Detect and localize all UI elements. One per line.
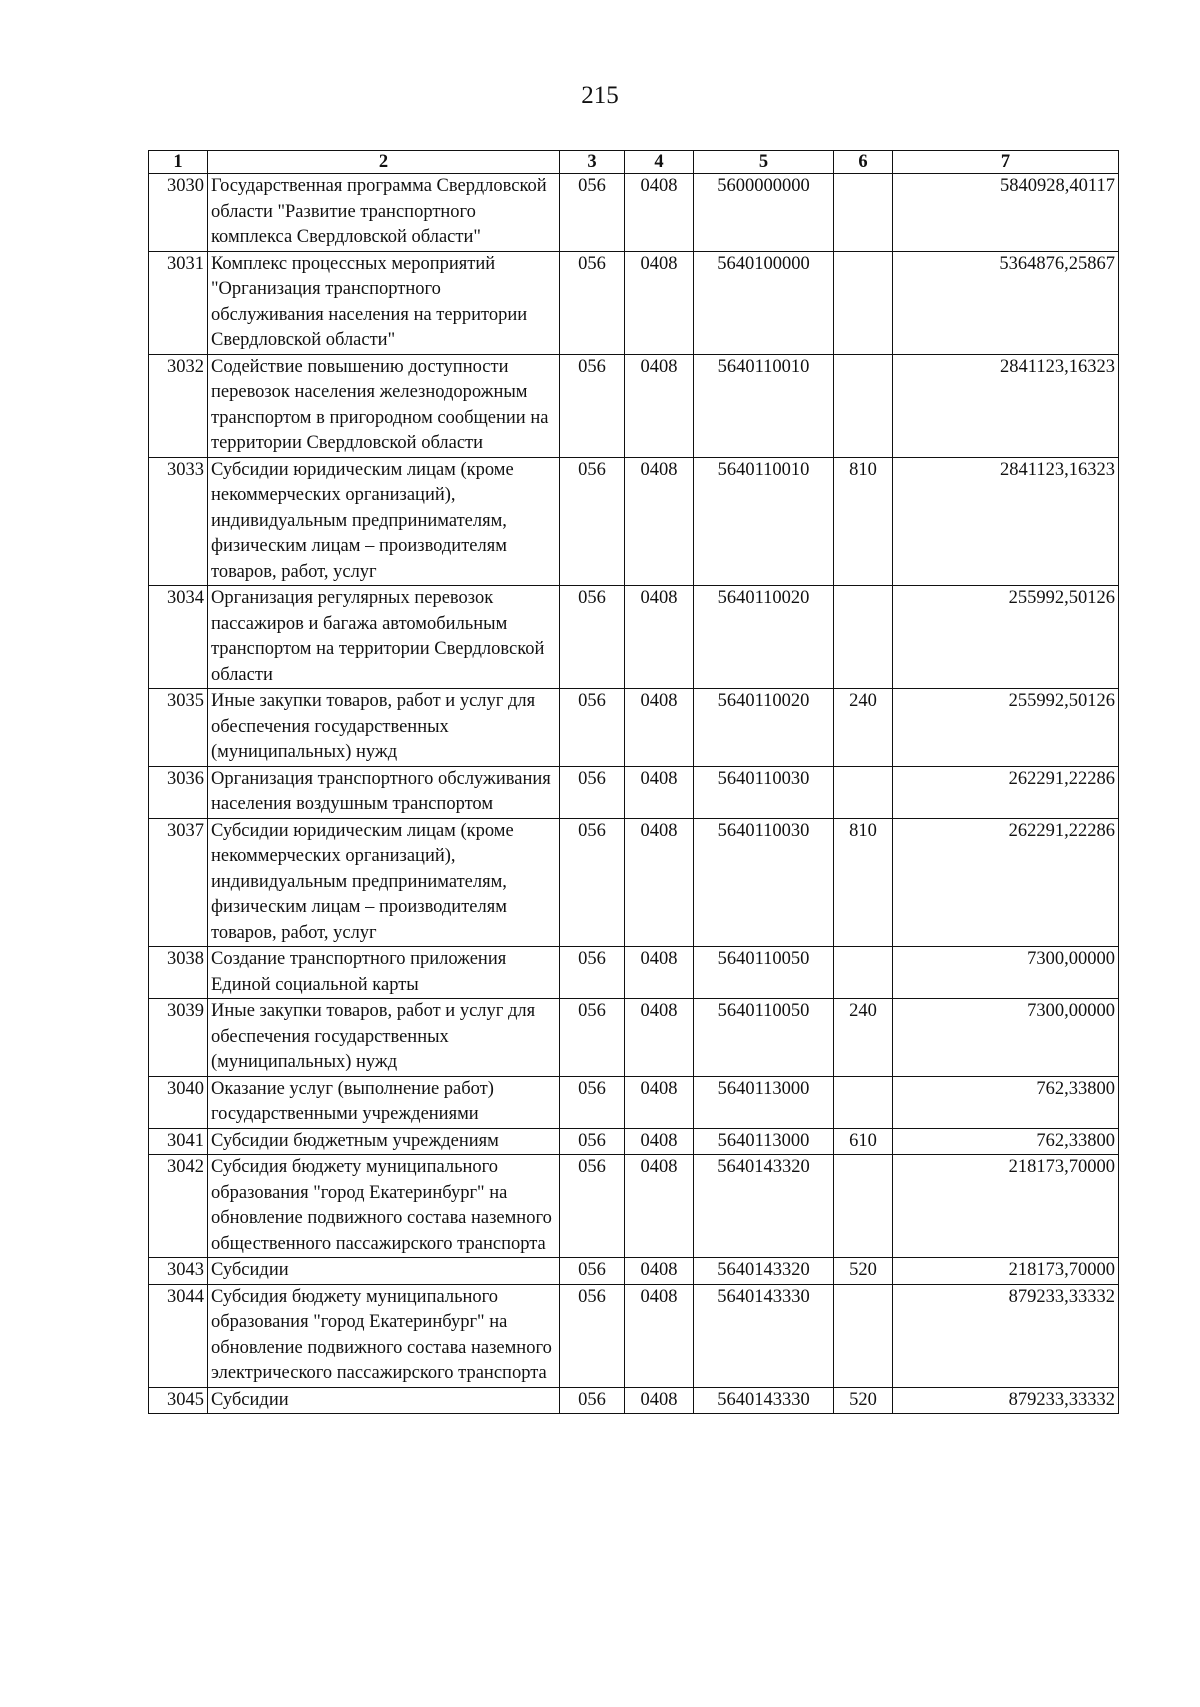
row-ministry-code: 056 bbox=[560, 947, 625, 999]
table-row bbox=[149, 766, 1119, 818]
row-amount: 5364876,25867 bbox=[893, 251, 1119, 354]
row-target-code: 5640143320 bbox=[694, 1155, 834, 1258]
row-target-code: 5640110010 bbox=[694, 457, 834, 586]
row-number: 3042 bbox=[149, 1155, 208, 1258]
table-row bbox=[149, 1284, 1119, 1387]
row-amount: 2841123,16323 bbox=[893, 457, 1119, 586]
row-ministry-code: 056 bbox=[560, 1284, 625, 1387]
col-header-7: 7 bbox=[893, 151, 1119, 174]
row-expense-type: 240 bbox=[834, 999, 893, 1077]
col-header-3: 3 bbox=[560, 151, 625, 174]
row-target-code: 5640113000 bbox=[694, 1128, 834, 1155]
table-row bbox=[149, 1076, 1119, 1128]
row-ministry-code: 056 bbox=[560, 1076, 625, 1128]
row-ministry-code: 056 bbox=[560, 174, 625, 252]
table-row bbox=[149, 1387, 1119, 1414]
row-name: Субсидии bbox=[208, 1387, 560, 1414]
row-amount: 262291,22286 bbox=[893, 766, 1119, 818]
row-number: 3041 bbox=[149, 1128, 208, 1155]
row-target-code: 5640110050 bbox=[694, 947, 834, 999]
table-row bbox=[149, 999, 1119, 1077]
row-amount: 218173,70000 bbox=[893, 1258, 1119, 1285]
row-amount: 762,33800 bbox=[893, 1076, 1119, 1128]
row-number: 3040 bbox=[149, 1076, 208, 1128]
row-section-code: 0408 bbox=[625, 251, 694, 354]
table-row bbox=[149, 1128, 1119, 1155]
table-row bbox=[149, 689, 1119, 767]
row-target-code: 5640110030 bbox=[694, 818, 834, 947]
row-ministry-code: 056 bbox=[560, 354, 625, 457]
row-name: Оказание услуг (выполнение работ) государственными учреждениями bbox=[208, 1076, 560, 1128]
table-row bbox=[149, 457, 1119, 586]
row-target-code: 5640110020 bbox=[694, 689, 834, 767]
row-amount: 2841123,16323 bbox=[893, 354, 1119, 457]
row-number: 3038 bbox=[149, 947, 208, 999]
row-expense-type: 520 bbox=[834, 1387, 893, 1414]
table-row bbox=[149, 1155, 1119, 1258]
row-number: 3043 bbox=[149, 1258, 208, 1285]
col-header-2: 2 bbox=[208, 151, 560, 174]
row-number: 3030 bbox=[149, 174, 208, 252]
row-ministry-code: 056 bbox=[560, 689, 625, 767]
row-section-code: 0408 bbox=[625, 1284, 694, 1387]
row-amount: 255992,50126 bbox=[893, 689, 1119, 767]
row-expense-type: 810 bbox=[834, 457, 893, 586]
row-name: Создание транспортного приложения Единой социальной карты bbox=[208, 947, 560, 999]
row-name: Организация транспортного обслуживания населения воздушным транспортом bbox=[208, 766, 560, 818]
row-section-code: 0408 bbox=[625, 1387, 694, 1414]
row-name: Содействие повышению доступности перевозок населения железнодорожным транспортом в пригородном сообщении на территории Свердловской области bbox=[208, 354, 560, 457]
row-name: Субсидии бюджетным учреждениям bbox=[208, 1128, 560, 1155]
row-target-code: 5640113000 bbox=[694, 1076, 834, 1128]
row-amount: 218173,70000 bbox=[893, 1155, 1119, 1258]
row-ministry-code: 056 bbox=[560, 818, 625, 947]
row-name: Организация регулярных перевозок пассажиров и багажа автомобильным транспортом на территории Свердловской области bbox=[208, 586, 560, 689]
row-section-code: 0408 bbox=[625, 689, 694, 767]
row-ministry-code: 056 bbox=[560, 1258, 625, 1285]
row-section-code: 0408 bbox=[625, 457, 694, 586]
row-name: Субсидии юридическим лицам (кроме некоммерческих организаций), индивидуальным предпринимателям, физическим лицам – производителям товаров, работ, услуг bbox=[208, 457, 560, 586]
row-amount: 7300,00000 bbox=[893, 999, 1119, 1077]
row-expense-type bbox=[834, 174, 893, 252]
row-ministry-code: 056 bbox=[560, 457, 625, 586]
budget-table bbox=[148, 150, 1119, 1414]
table-row bbox=[149, 586, 1119, 689]
table-row bbox=[149, 354, 1119, 457]
row-name: Иные закупки товаров, работ и услуг для обеспечения государственных (муниципальных) нужд bbox=[208, 689, 560, 767]
row-section-code: 0408 bbox=[625, 586, 694, 689]
row-target-code: 5640110010 bbox=[694, 354, 834, 457]
col-header-4: 4 bbox=[625, 151, 694, 174]
row-ministry-code: 056 bbox=[560, 1387, 625, 1414]
row-expense-type: 810 bbox=[834, 818, 893, 947]
row-expense-type bbox=[834, 766, 893, 818]
row-expense-type: 240 bbox=[834, 689, 893, 767]
row-section-code: 0408 bbox=[625, 354, 694, 457]
row-number: 3036 bbox=[149, 766, 208, 818]
row-expense-type bbox=[834, 586, 893, 689]
row-name: Субсидии юридическим лицам (кроме некоммерческих организаций), индивидуальным предпринимателям, физическим лицам – производителям товаров, работ, услуг bbox=[208, 818, 560, 947]
row-name: Комплекс процессных мероприятий "Организация транспортного обслуживания населения на территории Свердловской области" bbox=[208, 251, 560, 354]
row-number: 3031 bbox=[149, 251, 208, 354]
row-number: 3044 bbox=[149, 1284, 208, 1387]
table-row bbox=[149, 947, 1119, 999]
row-ministry-code: 056 bbox=[560, 999, 625, 1077]
row-name: Субсидия бюджету муниципального образования "город Екатеринбург" на обновление подвижного состава наземного общественного пассажирского транспорта bbox=[208, 1155, 560, 1258]
row-number: 3035 bbox=[149, 689, 208, 767]
row-target-code: 5640110020 bbox=[694, 586, 834, 689]
row-expense-type bbox=[834, 1284, 893, 1387]
row-number: 3032 bbox=[149, 354, 208, 457]
col-header-6: 6 bbox=[834, 151, 893, 174]
row-expense-type: 520 bbox=[834, 1258, 893, 1285]
row-section-code: 0408 bbox=[625, 999, 694, 1077]
row-ministry-code: 056 bbox=[560, 1128, 625, 1155]
row-amount: 7300,00000 bbox=[893, 947, 1119, 999]
table-row bbox=[149, 1258, 1119, 1285]
row-ministry-code: 056 bbox=[560, 586, 625, 689]
row-name: Иные закупки товаров, работ и услуг для обеспечения государственных (муниципальных) нужд bbox=[208, 999, 560, 1077]
table-row bbox=[149, 251, 1119, 354]
row-section-code: 0408 bbox=[625, 818, 694, 947]
row-number: 3034 bbox=[149, 586, 208, 689]
row-section-code: 0408 bbox=[625, 174, 694, 252]
row-amount: 262291,22286 bbox=[893, 818, 1119, 947]
row-name: Субсидия бюджету муниципального образования "город Екатеринбург" на обновление подвижного состава наземного электрического пассажирского транспорта bbox=[208, 1284, 560, 1387]
row-target-code: 5640143330 bbox=[694, 1284, 834, 1387]
row-name: Государственная программа Свердловской области "Развитие транспортного комплекса Свердловской области" bbox=[208, 174, 560, 252]
row-ministry-code: 056 bbox=[560, 1155, 625, 1258]
row-number: 3039 bbox=[149, 999, 208, 1077]
row-ministry-code: 056 bbox=[560, 766, 625, 818]
row-target-code: 5640143330 bbox=[694, 1387, 834, 1414]
row-expense-type bbox=[834, 947, 893, 999]
row-amount: 879233,33332 bbox=[893, 1387, 1119, 1414]
row-section-code: 0408 bbox=[625, 1258, 694, 1285]
row-amount: 5840928,40117 bbox=[893, 174, 1119, 252]
row-amount: 879233,33332 bbox=[893, 1284, 1119, 1387]
row-amount: 762,33800 bbox=[893, 1128, 1119, 1155]
row-expense-type bbox=[834, 1155, 893, 1258]
row-ministry-code: 056 bbox=[560, 251, 625, 354]
row-number: 3037 bbox=[149, 818, 208, 947]
row-number: 3033 bbox=[149, 457, 208, 586]
row-number: 3045 bbox=[149, 1387, 208, 1414]
row-name: Субсидии bbox=[208, 1258, 560, 1285]
row-target-code: 5640110030 bbox=[694, 766, 834, 818]
row-section-code: 0408 bbox=[625, 766, 694, 818]
row-section-code: 0408 bbox=[625, 1076, 694, 1128]
table-row bbox=[149, 818, 1119, 947]
page-number: 215 bbox=[581, 82, 619, 109]
row-target-code: 5640143320 bbox=[694, 1258, 834, 1285]
row-expense-type bbox=[834, 1076, 893, 1128]
table-row bbox=[149, 174, 1119, 252]
col-header-5: 5 bbox=[694, 151, 834, 174]
row-expense-type bbox=[834, 354, 893, 457]
row-expense-type: 610 bbox=[834, 1128, 893, 1155]
row-target-code: 5640100000 bbox=[694, 251, 834, 354]
row-section-code: 0408 bbox=[625, 947, 694, 999]
row-section-code: 0408 bbox=[625, 1155, 694, 1258]
header-row bbox=[149, 151, 1119, 174]
row-section-code: 0408 bbox=[625, 1128, 694, 1155]
row-target-code: 5600000000 bbox=[694, 174, 834, 252]
col-header-1: 1 bbox=[149, 151, 208, 174]
row-expense-type bbox=[834, 251, 893, 354]
row-amount: 255992,50126 bbox=[893, 586, 1119, 689]
row-target-code: 5640110050 bbox=[694, 999, 834, 1077]
